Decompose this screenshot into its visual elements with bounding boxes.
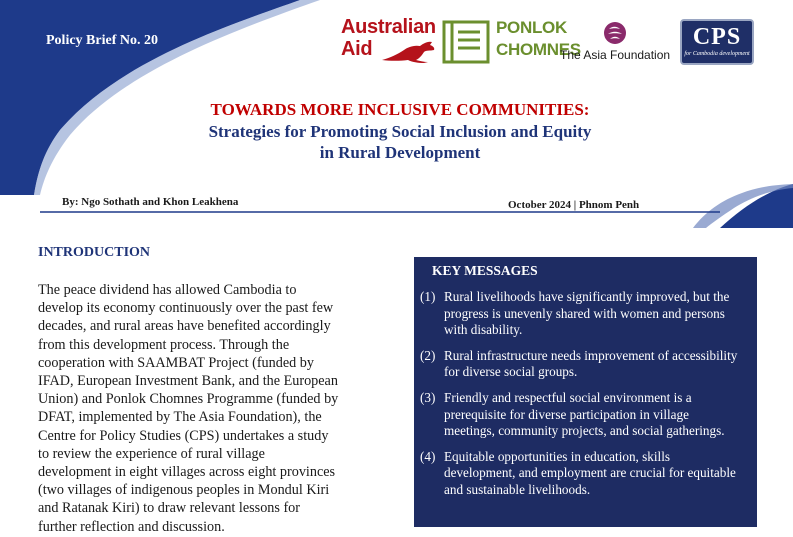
intro-line: cooperation with SAAMBAT Project (funded by	[38, 354, 314, 371]
asia-foundation-logo	[558, 20, 676, 64]
key-message-text: Rural infrastructure needs improvement of accessibility for diverse social groups.	[444, 347, 738, 380]
intro-line: develop its economy continuously over the past few	[38, 300, 334, 317]
intro-line: (two villages of indigenous peoples in Mondul Kiri	[38, 482, 330, 499]
date-and-place: October 2024 | Phnom Penh	[508, 199, 640, 211]
key-message-item	[420, 348, 743, 381]
key-message-item	[420, 289, 743, 339]
asia-foundation-emblem-icon	[602, 20, 628, 46]
intro-line: decades, and rural areas have benefited accordingly	[38, 318, 331, 335]
key-message-item	[420, 390, 743, 440]
key-message-item	[420, 449, 743, 499]
intro-line: from this development process. Through the	[38, 336, 290, 353]
australian-aid-logo-line1: Australian	[341, 16, 436, 38]
ponlok-chomnes-logo	[442, 18, 581, 66]
kangaroo-icon	[380, 40, 440, 64]
authors: By: Ngo Sothath and Khon Leakhena	[62, 196, 239, 208]
key-message-number: (4)	[420, 448, 436, 464]
intro-line: IFAD, European Investment Bank, and the European	[38, 373, 338, 390]
key-message-text: Equitable opportunities in education, skills development, and employment are crucial for equitable and sustainable livelihoods.	[444, 448, 736, 497]
title-line-2: Strategies for Promoting Social Inclusion and Equity	[208, 122, 592, 141]
ponlok-chomnes-logo-line1: PONLOK	[496, 18, 567, 37]
key-message-number: (2)	[420, 347, 436, 363]
asia-foundation-logo-text: The Asia Foundation	[560, 48, 671, 62]
ponlok-chomnes-logo-line2: CHOMNES	[496, 40, 581, 59]
intro-line: to review the experience of rural village	[38, 445, 265, 462]
introduction-body	[38, 281, 388, 536]
cps-logo-tagline: for Cambodia development	[684, 51, 750, 57]
title-line-1: TOWARDS MORE INCLUSIVE COMMUNITIES:	[210, 100, 590, 119]
intro-line: further reflection and discussion.	[38, 518, 225, 535]
key-message-number: (3)	[420, 389, 436, 405]
title-line-3: in Rural Development	[319, 143, 481, 162]
cps-logo-text: CPS	[692, 24, 742, 50]
australian-aid-logo-line2: Aid	[341, 38, 373, 60]
intro-line: and Ratanak Kiri) to draw relevant lessons for	[38, 500, 300, 517]
document-title	[120, 99, 680, 163]
key-message-text: Friendly and respectful social environment is a prerequisite for diverse participation in village meetings, community projects, and social gatherings.	[444, 389, 725, 439]
intro-line: The peace dividend has allowed Cambodia to	[38, 282, 297, 298]
introduction-heading: INTRODUCTION	[38, 245, 151, 260]
cps-logo	[680, 19, 754, 65]
australian-aid-logo	[338, 16, 440, 64]
intro-line: development in eight villages across eight provinces	[38, 464, 336, 481]
book-icon	[442, 20, 492, 64]
policy-brief-number: Policy Brief No. 20	[46, 33, 158, 48]
key-messages-title: KEY MESSAGES	[432, 263, 538, 278]
intro-line: Centre for Policy Studies (CPS) undertakes a study	[38, 427, 329, 444]
key-messages-box	[414, 257, 757, 527]
key-message-text: Rural livelihoods have significantly improved, but the progress is unevenly shared with women and persons with disability.	[444, 289, 730, 338]
key-message-number: (1)	[420, 289, 436, 304]
intro-line: Union) and Ponlok Chomnes Programme (funded by	[38, 391, 339, 408]
intro-line: DFAT, implemented by The Asia Foundation), the	[38, 409, 322, 426]
